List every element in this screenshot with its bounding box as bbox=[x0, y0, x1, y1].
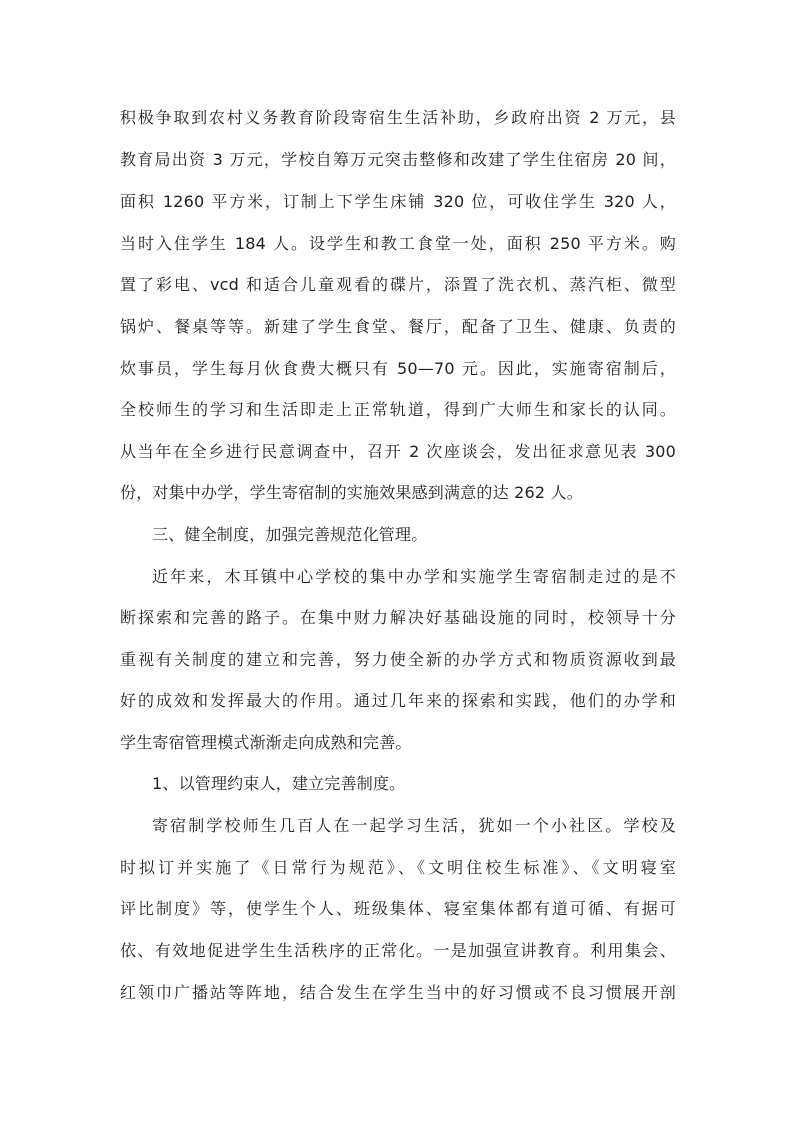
text-line: 份，对集中办学，学生寄宿制的实施效果感到满意的达 262 人。 bbox=[120, 483, 583, 502]
text-line: 重视有关制度的建立和完善，努力使全新的办学方式和物质资源收到最 bbox=[120, 650, 676, 669]
text-line: 评比制度》等，使学生个人、班级集体、寝室集体都有道可循、有据可 bbox=[120, 899, 676, 918]
text-line: 当时入住学生 184 人。设学生和教工食堂一处，面积 250 平方米。购 bbox=[120, 234, 676, 253]
text-line: 教育局出资 3 万元，学校自筹万元突击整修和改建了学生住宿房 20 间， bbox=[120, 150, 676, 169]
text-line: 面积 1260 平方米，订制上下学生床铺 320 位，可收住学生 320 人， bbox=[120, 192, 676, 211]
text-line: 寄宿制学校师生几百人在一起学习生活，犹如一个小社区。学校及 bbox=[152, 816, 676, 835]
subsection-heading: 1、以管理约束人，建立完善制度。 bbox=[152, 774, 406, 793]
text-line: 从当年在全乡进行民意调查中，召开 2 次座谈会，发出征求意见表 300 bbox=[120, 442, 676, 461]
text-line: 近年来，木耳镇中心学校的集中办学和实施学生寄宿制走过的是不 bbox=[152, 567, 676, 586]
text-line: 锅炉、餐桌等等。新建了学生食堂、餐厅，配备了卫生、健康、负责的 bbox=[120, 317, 676, 336]
text-line: 红领巾广播站等阵地，结合发生在学生当中的好习惯或不良习惯展开剖 bbox=[120, 983, 676, 1002]
section-heading: 三、健全制度，加强完善规范化管理。 bbox=[152, 525, 428, 544]
text-line: 好的成效和发挥最大的作用。通过几年来的探索和实践，他们的办学和 bbox=[120, 691, 676, 710]
text-line: 依、有效地促进学生生活秩序的正常化。一是加强宣讲教育。利用集会、 bbox=[120, 941, 676, 960]
text-line: 炊事员，学生每月伙食费大概只有 50—70 元。因此，实施寄宿制后， bbox=[120, 359, 676, 378]
text-line: 全校师生的学习和生活即走上正常轨道，得到广大师生和家长的认同。 bbox=[120, 400, 676, 419]
text-line: 学生寄宿管理模式渐渐走向成熟和完善。 bbox=[120, 733, 412, 752]
text-line: 积极争取到农村义务教育阶段寄宿生生活补助，乡政府出资 2 万元，县 bbox=[120, 108, 676, 127]
text-line: 时拟订并实施了《日常行为规范》、《文明住校生标准》、《文明寝室 bbox=[120, 858, 676, 877]
text-line: 置了彩电、vcd 和适合儿童观看的碟片，添置了洗衣机、蒸汽柜、微型 bbox=[120, 275, 676, 294]
text-line: 断探索和完善的路子。在集中财力解决好基础设施的同时，校领导十分 bbox=[120, 608, 676, 627]
